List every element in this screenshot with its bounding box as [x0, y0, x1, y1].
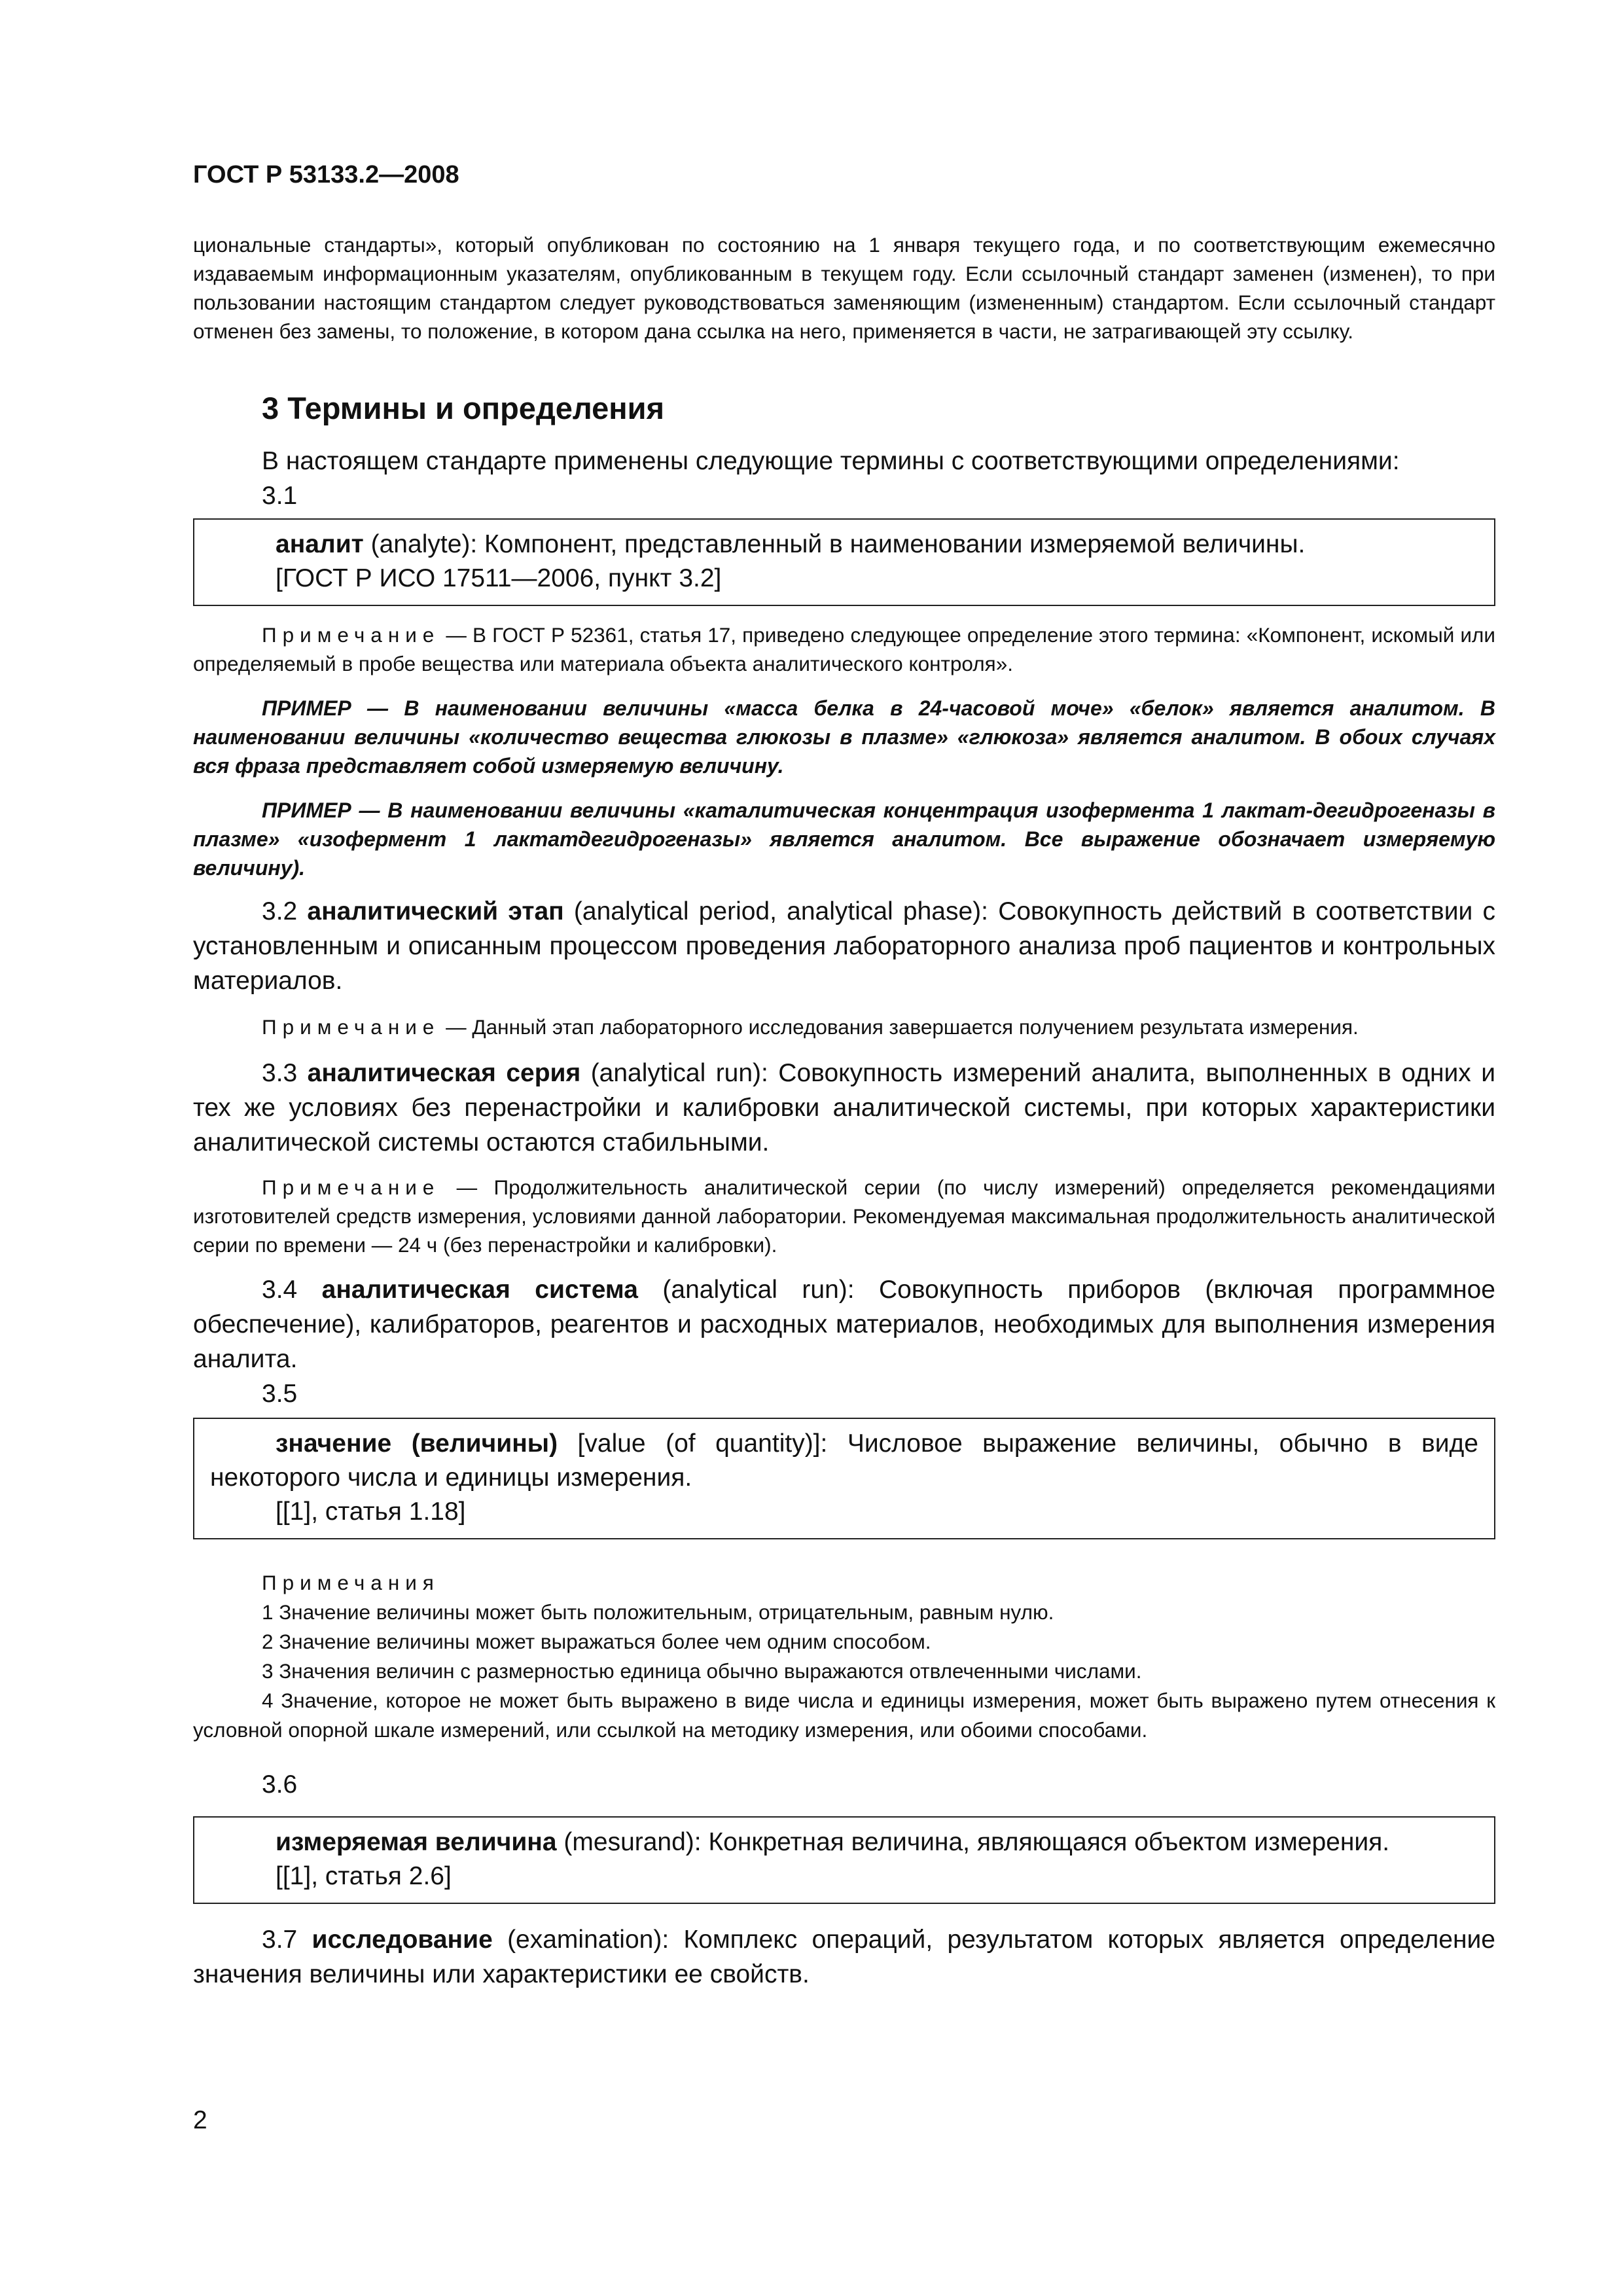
- page-content: [193, 230, 1495, 1992]
- term-3-5-term: значение (величины): [276, 1429, 558, 1458]
- term-3-3-term: аналитическая серия: [307, 1059, 581, 1087]
- term-3-6-text: (mesurand): Конкретная величина, являющаяся объектом измерения.: [556, 1828, 1390, 1856]
- term-3-6-definition: [210, 1825, 1478, 1859]
- term-3-5-number: 3.5: [262, 1380, 298, 1408]
- term-3-2-number: 3.2: [262, 897, 308, 925]
- example-1: ПРИМЕР — В наименовании величины «масса белка в 24-часовой моче» «белок» является аналитом. В наименовании величины «количество вещества глюкозы в плазме» «глюкоза» является аналитом. В обоих случаях вся фраза представляет собой измеряемую величину.: [193, 696, 1495, 778]
- term-3-3-number: 3.3: [262, 1059, 308, 1087]
- note-label: Примечание: [262, 1015, 440, 1039]
- term-3-3: [193, 1056, 1495, 1160]
- term-3-1-number: 3.1: [262, 482, 298, 510]
- term-3-5-notes: [193, 1568, 1495, 1745]
- term-3-4: [193, 1272, 1495, 1376]
- section-lead: В настоящем стандарте применены следующие термины с соответствующими определениями:: [262, 447, 1400, 475]
- term-3-1-box: [193, 518, 1495, 606]
- note-label: Примечание: [262, 1175, 440, 1199]
- term-3-6-number: 3.6: [262, 1770, 298, 1799]
- note-text: — Данный этап лабораторного исследования завершается получением результата измерения.: [440, 1015, 1359, 1039]
- term-3-5-definition: [210, 1427, 1478, 1495]
- notes-label: Примечания: [262, 1571, 440, 1594]
- term-3-2-term: аналитический этап: [307, 897, 564, 925]
- term-3-4-term: аналитическая система: [321, 1276, 638, 1304]
- term-3-7-text: (examination): Комплекс операций, результатом которых является определение значения величины или характеристики ее свойств.: [193, 1926, 1495, 1988]
- note-text: — В ГОСТ Р 52361, статья 17, приведено следующее определение этого термина: «Компонент, искомый или определяемый в пробе вещества или материала объекта аналитического контроля».: [193, 623, 1495, 675]
- example-2: ПРИМЕР — В наименовании величины «каталитическая концентрация изофермента 1 лактат-дегидрогеназы в плазме» «изофермент 1 лактатдегидрогеназы» является аналитом. Все выражение обозначает измеряемую величину).: [193, 798, 1495, 880]
- note-item: 4 Значение, которое не может быть выражено в виде числа и единицы измерения, может быть выражено путем отнесения к условной опорной шкале измерений, или ссылкой на методику измерения, или обоими способами.: [193, 1689, 1495, 1742]
- term-3-1-term: аналит: [276, 530, 364, 558]
- note-item: 2 Значение величины может выражаться более чем одним способом.: [262, 1630, 931, 1653]
- term-3-4-text: (analytical run): Совокупность приборов (включая программное обеспечение), калибраторов, реагентов и расходных материалов, необходимых для выполнения измерения аналита.: [193, 1276, 1495, 1373]
- term-3-5-text: [value (of quantity)]: Числовое выражение величины, обычно в виде некоторого числа и единицы измерения.: [210, 1429, 1478, 1492]
- note-text: — Продолжительность аналитической серии (по числу измерений) определяется рекомендациями изготовителей средств измерения, условиями данной лаборатории. Рекомендуемая максимальная продолжительность аналитической серии по времени — 24 ч (без перенастройки и калибровки).: [193, 1175, 1495, 1257]
- page-number: 2: [193, 2106, 207, 2134]
- term-3-5-box: [193, 1418, 1495, 1539]
- term-3-1-text: (analyte): Компонент, представленный в наименовании измеряемой величины.: [363, 530, 1306, 558]
- document-header: ГОСТ Р 53133.2—2008: [193, 161, 459, 188]
- term-3-5-ref: [[1], статья 1.18]: [276, 1498, 466, 1526]
- note-item: 3 Значения величин с размерностью единица обычно выражаются отвлеченными числами.: [262, 1659, 1142, 1683]
- term-3-2-note: [193, 1013, 1495, 1041]
- term-3-6-ref: [[1], статья 2.6]: [276, 1862, 452, 1890]
- term-3-1-note: [193, 620, 1495, 678]
- term-3-2: [193, 894, 1495, 998]
- term-3-7: [193, 1922, 1495, 1992]
- term-3-6-box: [193, 1816, 1495, 1904]
- note-item: 1 Значение величины может быть положительным, отрицательным, равным нулю.: [262, 1600, 1054, 1624]
- intro-paragraph: циональные стандарты», который опубликован по состоянию на 1 января текущего года, и по соответствующим ежемесячно издаваемым информационным указателям, опубликованным в текущем году. Если ссылочный стандарт заменен (изменен), то при пользовании настоящим стандартом следует руководствоваться заменяющим (измененным) стандартом. Если ссылочный стандарт отменен без замены, то положение, в котором дана ссылка на него, применяется в части, не затрагивающей эту ссылку.: [193, 233, 1495, 343]
- term-3-3-text: (analytical run): Совокупность измерений аналита, выполненных в одних и тех же условиях без перенастройки и калибровки аналитической системы, при которых характеристики аналитической системы остаются стабильными.: [193, 1059, 1495, 1157]
- note-label: Примечание: [262, 623, 440, 647]
- term-3-1-definition: [210, 528, 1478, 562]
- term-3-7-term: исследование: [312, 1926, 493, 1954]
- term-3-2-text: (analytical period, analytical phase): Совокупность действий в соответствии с установленным и описанным процессом проведения лабораторного анализа проб пациентов и контрольных материалов.: [193, 897, 1495, 995]
- section-title: 3 Термины и определения: [262, 391, 664, 425]
- term-3-6-term: измеряемая величина: [276, 1828, 557, 1856]
- term-3-7-number: 3.7: [262, 1926, 312, 1954]
- term-3-1-ref: [ГОСТ Р ИСО 17511—2006, пункт 3.2]: [276, 564, 722, 592]
- term-3-3-note: [193, 1173, 1495, 1259]
- term-3-4-number: 3.4: [262, 1276, 322, 1304]
